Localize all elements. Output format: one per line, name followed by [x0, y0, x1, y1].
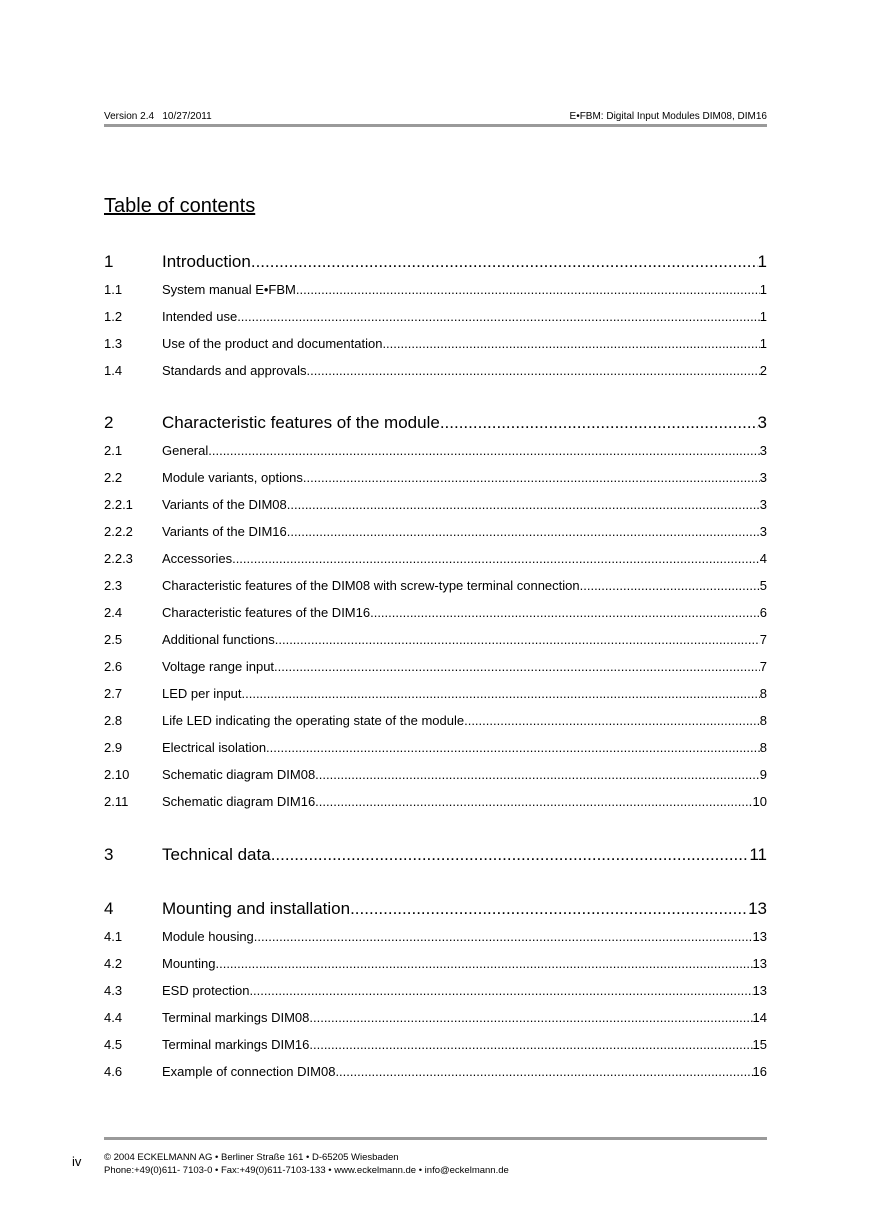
toc-entry-number: 4.2 [104, 956, 123, 971]
toc-section-entry[interactable] [104, 308, 767, 326]
toc-entry-title: ESD protection [162, 983, 250, 998]
toc-section-entry[interactable] [104, 442, 767, 460]
toc-entry-number: 2.6 [104, 659, 123, 674]
toc-dot-leader [254, 928, 753, 946]
toc-section-entry[interactable] [104, 982, 767, 1000]
toc-entry-title: Introduction [162, 252, 251, 271]
toc-entry-number: 2.2 [104, 470, 123, 485]
header-version: Version 2.4 10/27/2011 [104, 111, 212, 122]
toc-entry-title: General [162, 443, 209, 458]
toc-section-entry[interactable] [104, 550, 767, 568]
toc-entry-page: 3 [757, 413, 767, 432]
toc-entry-page: 5 [759, 578, 767, 593]
toc-dot-leader [464, 712, 760, 730]
toc-entry-title: Accessories [162, 551, 233, 566]
toc-dot-leader [335, 1063, 752, 1081]
toc-section-entry[interactable] [104, 712, 767, 730]
running-header [104, 111, 767, 122]
toc-entry-number: 2.9 [104, 740, 123, 755]
footer [104, 1151, 509, 1177]
toc-chapter-entry[interactable] [104, 411, 767, 435]
toc-entry-title: Example of connection DIM08 [162, 1064, 336, 1079]
toc-section-entry[interactable] [104, 281, 767, 299]
toc-entry-page: 13 [752, 983, 767, 998]
toc-entry-title: Variants of the DIM16 [162, 524, 287, 539]
footer-contact: Phone:+49(0)611- 7103-0 • Fax:+49(0)611-7103-133 • www.eckelmann.de • info@eckelmann.de [104, 1165, 509, 1176]
toc-entry-number: 1.2 [104, 309, 123, 324]
toc-entry-title: Module variants, options [162, 470, 303, 485]
toc-entry-title: Standards and approvals [162, 363, 307, 378]
toc-section-entry[interactable] [104, 1036, 767, 1054]
toc-entry-page: 3 [759, 470, 767, 485]
toc-entry-number: 4.6 [104, 1064, 123, 1079]
toc-dot-leader [350, 897, 748, 921]
toc-entry-title: Additional functions [162, 632, 275, 647]
toc-entry-page: 9 [759, 767, 767, 782]
toc-entry-title: Characteristic features of the DIM08 with screw-type terminal connection [162, 578, 580, 593]
toc-dot-leader [370, 604, 760, 622]
toc-entry-number: 2.3 [104, 578, 123, 593]
toc-entry-number: 2.8 [104, 713, 123, 728]
toc-entry-title: Variants of the DIM08 [162, 497, 287, 512]
toc-entry-number: 4.5 [104, 1037, 123, 1052]
toc-dot-leader [580, 577, 760, 595]
toc-section-entry[interactable] [104, 469, 767, 487]
toc-entry-number: 2.2.2 [104, 524, 133, 539]
toc-dot-leader [208, 442, 760, 460]
toc-entry-number: 4.4 [104, 1010, 123, 1025]
toc-heading: Table of contents [104, 195, 256, 217]
toc-dot-leader [215, 955, 752, 973]
toc-dot-leader [271, 843, 750, 867]
toc-entry-number: 1 [104, 252, 114, 271]
toc-section-entry[interactable] [104, 685, 767, 703]
toc-entry-page: 13 [748, 899, 767, 918]
toc-entry-number: 1.1 [104, 282, 123, 297]
toc-dot-leader [309, 1009, 752, 1027]
toc-entry-page: 8 [759, 686, 767, 701]
toc-entry-number: 2 [104, 413, 114, 432]
toc-entry-number: 2.4 [104, 605, 123, 620]
toc-dot-leader [266, 739, 760, 757]
toc-entry-title: Schematic diagram DIM08 [162, 767, 316, 782]
toc-section-entry[interactable] [104, 335, 767, 353]
toc-entry-page: 3 [759, 443, 767, 458]
toc-dot-leader [275, 631, 760, 649]
toc-dot-leader [251, 250, 758, 274]
toc-section-entry[interactable] [104, 766, 767, 784]
toc-entry-number: 4.3 [104, 983, 123, 998]
header-document-title: E•FBM: Digital Input Modules DIM08, DIM16 [569, 111, 767, 122]
toc-dot-leader [287, 523, 760, 541]
toc-section-entry[interactable] [104, 362, 767, 380]
toc-entry-title: LED per input [162, 686, 242, 701]
toc-entry-number: 2.7 [104, 686, 123, 701]
toc-section-entry[interactable] [104, 496, 767, 514]
toc-entry-page: 13 [752, 956, 767, 971]
toc-entry-page: 1 [757, 252, 767, 271]
toc-section-entry[interactable] [104, 631, 767, 649]
toc-entry-title: Use of the product and documentation [162, 336, 383, 351]
toc-section-entry[interactable] [104, 739, 767, 757]
toc-entry-number: 4.1 [104, 929, 123, 944]
toc-entry-page: 1 [759, 309, 767, 324]
toc-entry-page: 11 [749, 845, 767, 864]
toc-entry-page: 10 [752, 794, 767, 809]
toc-entry-page: 1 [759, 282, 767, 297]
footer-rule [104, 1137, 767, 1140]
toc-dot-leader [440, 411, 758, 435]
toc-dot-leader [309, 1036, 752, 1054]
toc-entry-page: 16 [752, 1064, 767, 1079]
toc-entry-title: Terminal markings DIM08 [162, 1010, 310, 1025]
toc-entry-number: 2.10 [104, 767, 130, 782]
toc-chapter-entry[interactable] [104, 843, 767, 867]
toc-entry-number: 2.5 [104, 632, 123, 647]
toc-dot-leader [315, 766, 760, 784]
toc-entry-number: 2.1 [104, 443, 123, 458]
toc-entry-number: 2.11 [104, 794, 129, 809]
toc-entry-page: 14 [752, 1010, 767, 1025]
toc-entry-title: Schematic diagram DIM16 [162, 794, 316, 809]
toc-dot-leader [249, 982, 752, 1000]
toc-section-entry[interactable] [104, 523, 767, 541]
toc-dot-leader [232, 550, 760, 568]
toc-dot-leader [237, 308, 760, 326]
toc-entry-title: Mounting and installation [162, 899, 351, 918]
toc-section-entry[interactable] [104, 793, 767, 811]
toc-entry-page: 15 [752, 1037, 767, 1052]
toc-entry-page: 1 [759, 336, 767, 351]
toc-dot-leader [303, 469, 760, 487]
toc-entry-page: 4 [759, 551, 767, 566]
toc-dot-leader [307, 362, 760, 380]
toc-entry-title: Module housing [162, 929, 254, 944]
header-rule [104, 124, 767, 127]
toc-entry-number: 1.4 [104, 363, 123, 378]
toc-entry-title: System manual E•FBM [162, 282, 296, 297]
page-number: iv [72, 1154, 82, 1169]
toc-entry-page: 8 [759, 740, 767, 755]
toc-entry-title: Characteristic features of the DIM16 [162, 605, 371, 620]
toc-entry-number: 2.2.1 [104, 497, 133, 512]
toc-section-entry[interactable] [104, 928, 767, 946]
toc-section-entry[interactable] [104, 955, 767, 973]
toc-entry-title: Electrical isolation [162, 740, 267, 755]
toc-dot-leader [274, 658, 760, 676]
toc-dot-leader [315, 793, 752, 811]
toc-section-entry[interactable] [104, 604, 767, 622]
toc-entry-page: 8 [759, 713, 767, 728]
toc-dot-leader [287, 496, 760, 514]
toc-entry-title: Voltage range input [162, 659, 275, 674]
toc-entry-number: 3 [104, 845, 114, 864]
toc-chapter-entry[interactable] [104, 897, 767, 921]
toc-entry-page: 6 [759, 605, 767, 620]
toc-entry-page: 7 [759, 659, 767, 674]
toc-chapter-entry[interactable] [104, 250, 767, 274]
toc-dot-leader [296, 281, 760, 299]
toc-entry-page: 2 [759, 363, 767, 378]
footer-address: © 2004 ECKELMANN AG • Berliner Straße 161 • D-65205 Wiesbaden [104, 1152, 399, 1163]
toc-section-entry[interactable] [104, 658, 767, 676]
toc-entry-title: Intended use [162, 309, 238, 324]
toc-entry-title: Life LED indicating the operating state of the module [162, 713, 465, 728]
toc-entry-page: 7 [759, 632, 767, 647]
toc-entry-title: Mounting [162, 956, 216, 971]
toc-entry-page: 3 [759, 524, 767, 539]
toc-entry-title: Characteristic features of the module [162, 413, 440, 432]
toc-entry-number: 4 [104, 899, 114, 918]
toc-section-entry[interactable] [104, 577, 767, 595]
toc-section-entry[interactable] [104, 1063, 767, 1081]
toc-entry-title: Technical data [162, 845, 271, 864]
toc-dot-leader [382, 335, 759, 353]
toc-entry-title: Terminal markings DIM16 [162, 1037, 310, 1052]
toc-entry-number: 2.2.3 [104, 551, 133, 566]
toc-entry-page: 13 [752, 929, 767, 944]
toc-entry-number: 1.3 [104, 336, 123, 351]
toc-section-entry[interactable] [104, 1009, 767, 1027]
toc-dot-leader [242, 685, 760, 703]
toc-entry-page: 3 [759, 497, 767, 512]
